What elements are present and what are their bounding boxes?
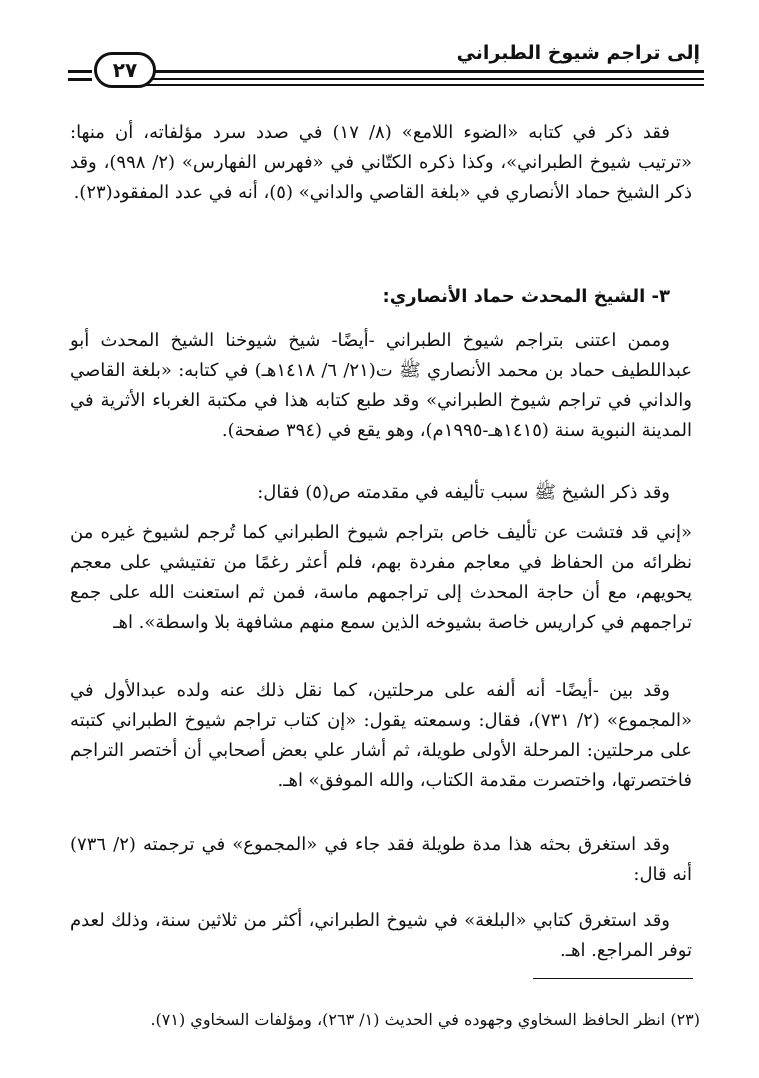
paragraph-4: وقد بين -أيضًا- أنه ألفه على مرحلتين، كما نقل ذلك عنه ولده عبدالأول في «المجموع» (٢/ ٧٣١)، فقال: وسمعته يقول: «إن كتاب تراجم شيوخ الطبراني كتبته على مرحلتين: المرحلة الأولى طويلة، ثم أشار علي بعض أصحابي أن أختصر التراجم فاختصرتها، واختصرت مقدمة الكتاب، والله الموفق» اهـ.	[70, 680, 692, 791]
footnote: (٢٣) انظر الحافظ السخاوي وجهوده في الحديث (١/ ٢٦٣)، ومؤلفات السخاوي (٧١).	[150, 1010, 700, 1029]
page-header	[68, 30, 704, 90]
footnote-divider	[533, 978, 693, 979]
header-rule	[132, 84, 704, 86]
header-rule	[68, 70, 92, 73]
paragraph-6: وقد استغرق كتابي «البلغة» في شيوخ الطبراني، أكثر من ثلاثين سنة، وذلك لعدم توفر المراجع. اهـ.	[70, 910, 692, 961]
paragraph-2: وممن اعتنى بتراجم شيوخ الطبراني -أيضًا- شيخ شيوخنا الشيخ المحدث أبو عبداللطيف حماد بن محمد الأنصاري ﷺ ت(٢١/ ٦/ ١٤١٨هـ) في كتابه: «بلغة القاصي والداني في تراجم شيوخ الطبراني» وقد طبع كتابه هذا في مكتبة الغرباء الأثرية في المدينة النبوية سنة (١٤١٥هـ-١٩٩٥م)، وهو يقع في (٣٩٤ صفحة).	[70, 330, 692, 441]
section-heading: ٣- الشيخ المحدث حماد الأنصاري:	[382, 286, 670, 307]
paragraph-1: فقد ذكر في كتابه «الضوء اللامع» (٨/ ١٧) في صدد سرد مؤلفاته، أن منها: «ترتيب شيوخ الطبراني»، وكذا ذكره الكتّاني في «فهرس الفهارس» (٢/ ٩٩٨)، وقد ذكر الشيخ حماد الأنصاري في «بلغة القاصي والداني» (٥)، أنه في عدد المفقود(٢٣).	[70, 122, 692, 203]
paragraph-5: وقد استغرق بحثه هذا مدة طويلة فقد جاء في «المجموع» في ترجمته (٢/ ٧٣٦) أنه قال:	[70, 834, 692, 885]
header-rule	[132, 78, 704, 80]
running-title: إلى تراجم شيوخ الطبراني	[456, 42, 700, 64]
page-number: ٢٧	[94, 52, 156, 88]
header-rule	[132, 70, 704, 73]
paragraph-3: وقد ذكر الشيخ ﷺ سبب تأليفه في مقدمته ص(٥) فقال:	[257, 482, 670, 503]
quote-paragraph: «إني قد فتشت عن تأليف خاص بتراجم شيوخ الطبراني كما تُرجم لشيوخ غيره من نظرائه من الحفاظ في معاجم مفردة بهم، فلم أعثر رغمًا من تفتيشي على معجم يحويهم، مع أن حاجة المحدث إلى تراجمهم ماسة، فمن ثم استعنت الله على جمع تراجمهم في كراريس خاصة بشيوخه الذين سمع منهم مشافهة بلا واسطة». اهـ	[70, 522, 692, 633]
header-rule	[68, 78, 92, 81]
